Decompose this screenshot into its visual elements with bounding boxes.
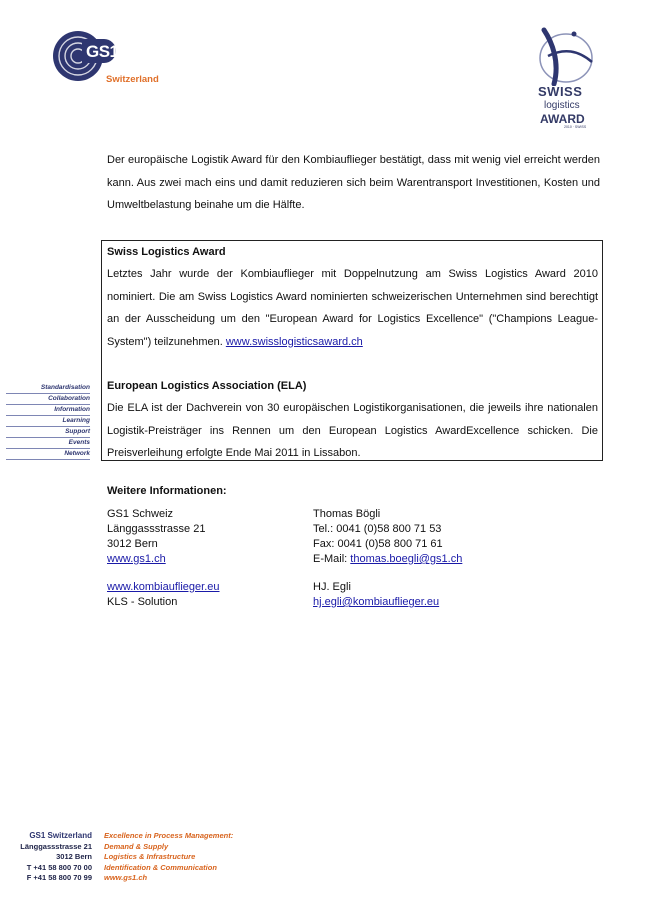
footer-fax: F +41 58 800 70 99 [26,873,92,882]
contact-fax: Fax: 0041 (0)58 800 71 61 [313,538,443,550]
footer-service-2: Logistics & Infrastructure [104,852,196,861]
award-logo-swiss: SWISS [538,84,583,99]
email-label: E-Mail: [313,553,351,565]
footer-web: www.gs1.ch [104,873,148,882]
contact-name2: HJ. Egli [313,581,351,593]
footer-address [14,831,92,884]
swisslogisticsaward-link[interactable]: www.swisslogisticsaward.ch [225,335,363,348]
footer-phone: T +41 58 800 70 00 [26,862,92,872]
award-paragraph [107,263,598,353]
footer-service-3: Identification & Communication [104,862,217,872]
contact-org: GS1 Schweiz [107,508,174,520]
nav-item-standardisation: Standardisation [6,383,90,394]
footer-services [104,831,233,884]
intro-paragraph: Der europäische Logistik Award für den Kombiauflieger bestätigt, dass mit wenig viel erreicht werden kann. Aus zwei mach eins und damit reduzieren sich beim Warentransport Investitionen, Kosten und Umweltbelastung beinahe um die Hälfte. [107,154,600,211]
contact-name: Thomas Bögli [313,508,381,520]
info-box [101,240,603,461]
footer-city: 3012 Bern [56,852,92,861]
nav-item-collaboration: Collaboration [6,394,90,405]
award-heading: Swiss Logistics Award [107,246,226,258]
ela-paragraph: Die ELA ist der Dachverein von 30 europäischen Logistikorganisationen, die jeweils ihre nationalen Logistik-Preisträger ins Rennen um den European Logistics AwardExcellence schicken. Die Preisverleihung erfolgte Ende Mai 2011 in Lissabon. [107,402,598,459]
contact-left [107,507,220,610]
nav-item-support: Support [6,427,90,438]
footer-tagline: Excellence in Process Management: [104,831,234,840]
award-logo-logistics: logistics [544,100,580,111]
award-text: Letztes Jahr wurde der Kombiauflieger mit Doppelnutzung am Swiss Logistics Award 2010 nominiert. Die am Swiss Logistics Award nominierten schweizerischen Unternehmen sind berechtigt an der Ausscheidung um den "European Award for Logistics Excellence" ("Champions League-System") teilzunehmen. [107,268,598,348]
contact-street: Länggassstrasse 21 [107,523,206,535]
award-logo-small: 2010 · SWISS [564,125,587,129]
award-logo-award: AWARD [540,112,585,126]
contact-right [313,507,462,610]
footer-service-1: Demand & Supply [104,841,169,851]
contact-tel: Tel.: 0041 (0)58 800 71 53 [313,523,442,535]
contact-city: 3012 Bern [107,538,158,550]
contact-email-line [313,552,462,567]
footer-company: GS1 Switzerland [29,831,92,840]
more-info-title: Weitere Informationen: [107,485,227,497]
footer-street: Länggassstrasse 21 [20,841,92,851]
contact-org2: KLS - Solution [107,596,178,608]
nav-item-network: Network [6,449,90,460]
boegli-email-link[interactable]: thomas.boegli@gs1.ch [350,553,463,565]
nav-item-information: Information [6,405,90,416]
swiss-logistics-award-logo [530,22,600,132]
nav-item-learning: Learning [6,416,90,427]
nav-item-events: Events [6,438,90,449]
kombiauflieger-web-link[interactable]: www.kombiauflieger.eu [107,581,220,593]
gs1-logo-text: GS1 [86,42,119,61]
gs1-country-text: Switzerland [106,74,159,85]
ela-heading: European Logistics Association (ELA) [107,380,307,392]
gs1-web-link[interactable]: www.gs1.ch [107,553,166,565]
award-globe-icon [530,22,600,86]
side-nav [6,383,90,460]
gs1-switzerland-logo [52,30,172,90]
egli-email-link[interactable]: hj.egli@kombiauflieger.eu [313,596,440,608]
